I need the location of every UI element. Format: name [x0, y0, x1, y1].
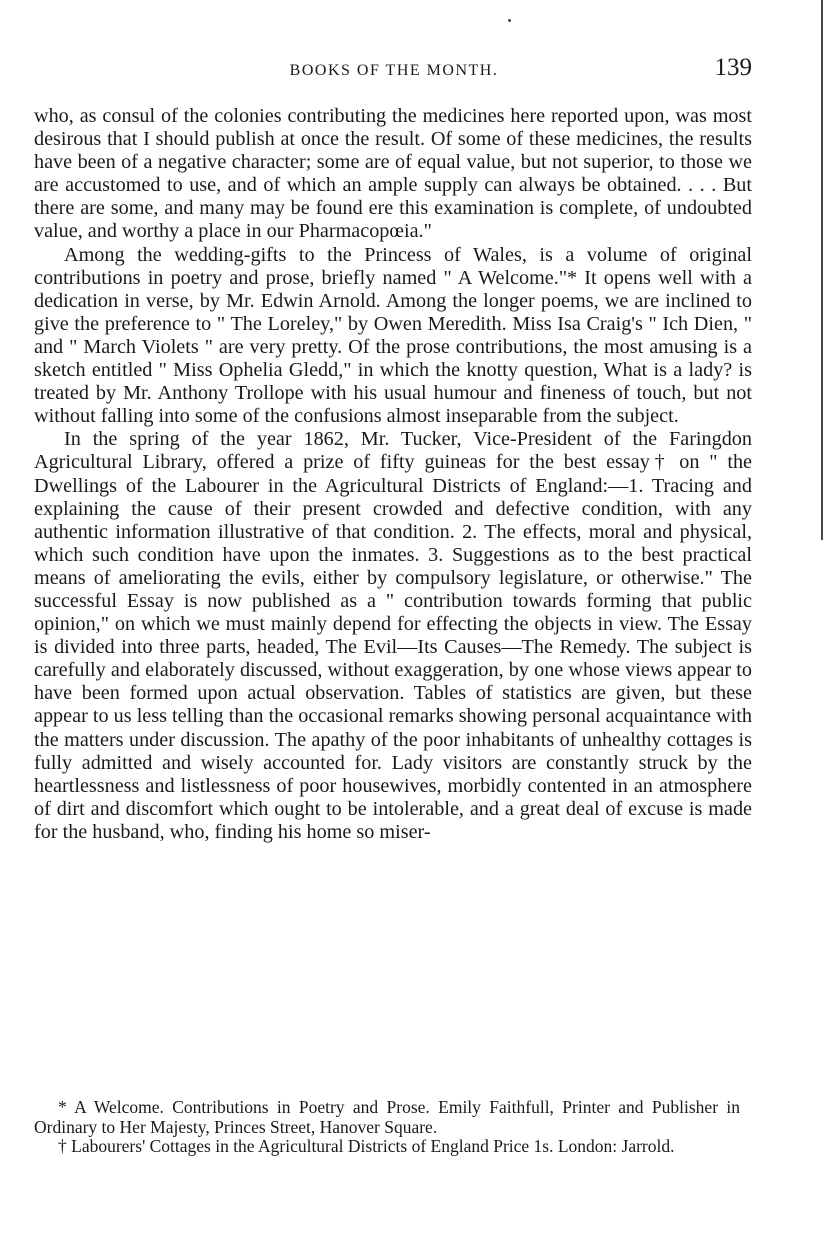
running-head: BOOKS OF THE MONTH.	[289, 62, 499, 79]
page-header	[36, 54, 752, 90]
print-speck	[508, 19, 511, 22]
paragraph-wedding-gifts: Among the wedding-gifts to the Princess of Wales, is a volume of original contributions in poetry and prose, briefly named " A Welcome."* It opens well with a dedication in verse, by Mr. Edwin Arnold. Among the longer poems, we are inclined to give the preference to " The Loreley," by Owen Meredith. Miss Isa Craig's " Ich Dien, " and " March Violets " are very pretty. Of the prose contributions, the most amusing is a sketch entitled " Miss Ophelia Gledd," in which the knotty question, What is a lady? is treated by Mr. Anthony Trollope with his usual humour and fineness of touch, but not without falling into some of the confusions almost inseparable from the subject.	[34, 243, 752, 428]
footnote-welcome: * A Welcome. Contributions in Poetry and Prose. Emily Faithfull, Printer and Publisher in Ordinary to Her Majesty, Princes Street, Hanover Square.	[34, 1097, 740, 1137]
paragraph-labourers-dwellings: In the spring of the year 1862, Mr. Tucker, Vice-President of the Faringdon Agricultural Library, offered a prize of fifty guineas for the best essay† on " the Dwellings of the Labourer in the Agricultural Districts of England:—1. Tracing and explaining the cause of their present crowded and defective condition, with any authentic information illustrative of that condition. 2. The effects, moral and physical, which such condition have upon the inmates. 3. Suggestions as to the best practical means of ameliorating the evils, either by compulsory legislature, or otherwise." The successful Essay is now published as a " contribution towards forming that public opinion," on which we must mainly depend for effecting the objects in view. The Essay is divided into three parts, headed, The Evil—Its Causes—The Remedy. The subject is carefully and elaborately discussed, without exaggeration, by one whose views appear to have been formed upon actual observation. Tables of statistics are given, but these appear to us less telling than the occasional remarks showing personal acquaintance with the matters under discussion. The apathy of the poor inhabitants of unhealthy cottages is fully admitted and wisely accounted for. Lady visitors are constantly struck by the heartlessness and listlessness of poor housewives, morbidly contented in an atmosphere of dirt and discomfort which ought to be intolerable, and a great deal of excuse is made for the husband, who, finding his home so miser-	[34, 428, 752, 843]
paragraph-consul-quote: who, as consul of the colonies contributing the medicines here reported upon, was most desirous that I should publish at once the result. Of some of these medicines, the results have been of a negative character; some are of equal value, but not superior, to those we are accustomed to use, and of which an ample supply can always be obtained. . . . But there are some, and many may be found ere this examination is complete, of undoubted value, and worthy a place in our Pharmacopœia."	[34, 105, 752, 243]
page-edge-line	[821, 0, 823, 540]
body-text	[34, 105, 752, 844]
footnotes	[34, 1098, 740, 1157]
page-number: 139	[714, 54, 752, 81]
footnote-labourers-cottages: † Labourers' Cottages in the Agricultural Districts of England Price 1s. London: Jarrold.	[58, 1136, 675, 1157]
